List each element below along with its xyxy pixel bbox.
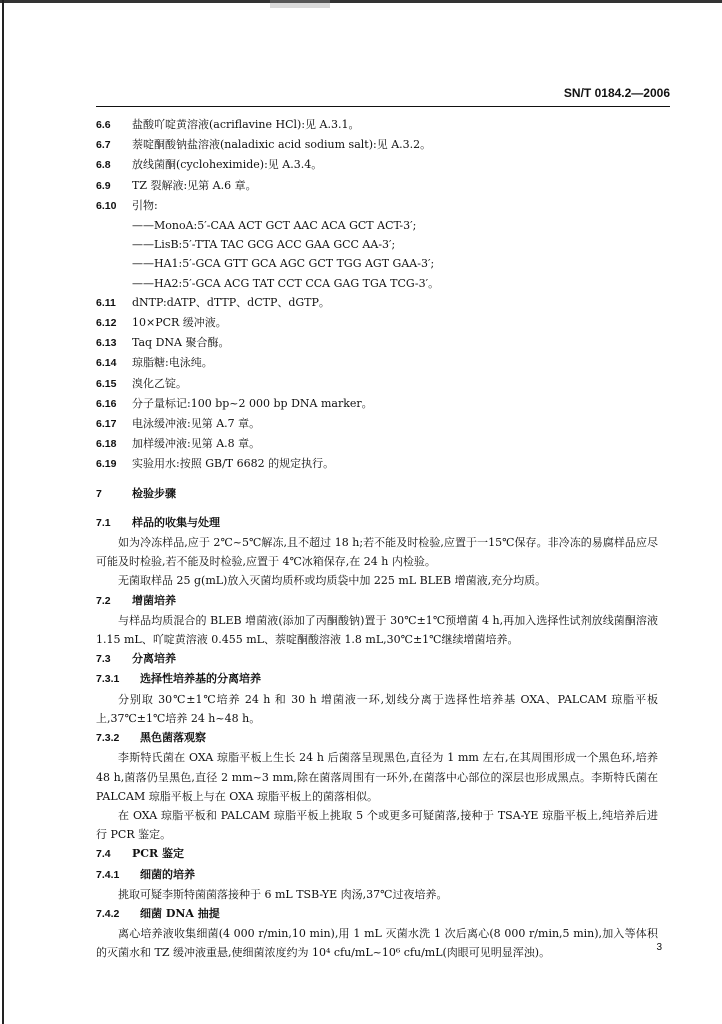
reagent-item: 6.6 盐酸吖啶黄溶液(acriflavine HCl):见 A.3.1。 — [96, 118, 360, 131]
subsection-heading: 7.2 增菌培养 — [96, 593, 176, 607]
reagent-item: 6.12 10×PCR 缓冲液。 — [96, 316, 227, 330]
standard-code: SN/T 0184.2—2006 — [563, 86, 670, 100]
reagent-item: 6.11 dNTP:dATP、dTTP、dCTP、dGTP。 — [96, 295, 330, 309]
subsection-heading: 7.4 PCR 鉴定 — [96, 847, 184, 861]
section-heading: 7 检验步骤 — [96, 486, 176, 500]
scan-top-edge — [0, 0, 722, 3]
paragraph: 与样品均质混合的 BLEB 增菌液(添加了丙酮酸钠)置于 30℃±1℃预增菌 4 h,再加入选择性试剂放线菌酮溶液 1.15 mL、吖啶黄溶液 0.455 mL、萘啶酮酸溶液 1.8 mL,30℃±1℃继续增菌培养。 — [96, 613, 658, 647]
reagent-item: 6.10 引物: — [96, 198, 158, 212]
paragraph: 分别取 30℃±1℃培养 24 h 和 30 h 增菌液一环,划线分离于选择性培养基 OXA、PALCAM 琼脂平板上,37℃±1℃培养 24 h~48 h。 — [96, 692, 658, 725]
reagent-item: 6.14 琼脂糖:电泳纯。 — [96, 356, 213, 370]
primer-item: ——MonoA:5′-CAA ACT GCT AAC ACA GCT ACT-3′; — [132, 219, 417, 233]
primer-item: ——HA2:5′-GCA ACG TAT CCT CCA GAG TGA TCG-3′。 — [132, 276, 440, 290]
paragraph: 在 OXA 琼脂平板和 PALCAM 琼脂平板上挑取 5 个或更多可疑菌落,接种于 TSA-YE 琼脂平板上,纯培养后进行 PCR 鉴定。 — [96, 808, 658, 842]
reagent-item: 6.8 放线菌酮(cycloheximide):见 A.3.4。 — [96, 158, 323, 172]
reagent-item: 6.13 Taq DNA 聚合酶。 — [96, 336, 230, 350]
reagent-item: 6.16 分子量标记:100 bp~2 000 bp DNA marker。 — [96, 396, 373, 410]
spacer — [96, 475, 658, 484]
scan-top-mark — [270, 0, 330, 8]
reagent-item: 6.19 实验用水:按照 GB/T 6682 的规定执行。 — [96, 457, 335, 471]
document-body — [96, 115, 658, 963]
subsection-heading: 7.3.1 选择性培养基的分离培养 — [96, 672, 261, 686]
reagent-item: 6.7 萘啶酮酸钠盐溶液(naladixic acid sodium salt):见 A.3.2。 — [96, 138, 432, 152]
primer-item: ——LisB:5′-TTA TAC GCG ACC GAA GCC AA-3′; — [132, 238, 396, 252]
scan-left-edge — [2, 0, 4, 1024]
paragraph: 如为冷冻样品,应于 2℃~5℃解冻,且不超过 18 h;若不能及时检验,应置于一15℃保存。非冷冻的易腐样品应尽可能及时检验,若不能及时检验,应置于 4℃冰箱保存,在 24 h 内检验。 — [96, 536, 658, 569]
primer-item: ——HA1:5′-GCA GTT GCA AGC GCT TGG AGT GAA-3′; — [132, 257, 435, 271]
subsection-heading: 7.4.1 细菌的培养 — [96, 867, 195, 881]
reagent-item: 6.9 TZ 裂解液:见第 A.6 章。 — [96, 178, 257, 192]
paragraph: 李斯特氏菌在 OXA 琼脂平板上生长 24 h 后菌落呈现黑色,直径为 1 mm 左右,在其周围形成一个黑色环,培养 48 h,菌落仍呈黑色,直径 2 mm~3 mm,除在菌落周围有一环外,在菌落中心部位的深层也形成黑点。李斯特氏菌在 PALCAM 琼脂平板上与在 OXA 琼脂平板上的菌落相似。 — [96, 751, 658, 803]
reagent-item: 6.15 溴化乙锭。 — [96, 376, 187, 390]
reagent-item: 6.17 电泳缓冲液:见第 A.7 章。 — [96, 417, 261, 431]
subsection-heading: 7.3 分离培养 — [96, 652, 176, 666]
paragraph: 挑取可疑李斯特菌菌落接种于 6 mL TSB-YE 肉汤,37℃过夜培养。 — [118, 887, 448, 901]
paragraph: 离心培养液收集细菌(4 000 r/min,10 min),用 1 mL 灭菌水洗 1 次后离心(8 000 r/min,5 min),加入等体积的灭菌水和 TZ 缓冲液重悬,使细菌浓度约为 10⁴ cfu/mL~10⁶ cfu/mL(肉眼可见明显浑浊)。 — [96, 927, 658, 960]
reagent-item: 6.18 加样缓冲液:见第 A.8 章。 — [96, 437, 261, 451]
page-number: 3 — [656, 942, 662, 953]
paragraph: 无菌取样品 25 g(mL)放入灭菌均质杯或均质袋中加 225 mL BLEB 增菌液,充分均质。 — [118, 574, 547, 588]
header-rule — [96, 106, 670, 107]
subsection-heading: 7.1 样品的收集与处理 — [96, 515, 220, 529]
subsection-heading: 7.3.2 黑色菌落观察 — [96, 731, 206, 745]
subsection-heading: 7.4.2 细菌 DNA 抽提 — [96, 906, 220, 920]
spacer — [96, 504, 658, 513]
